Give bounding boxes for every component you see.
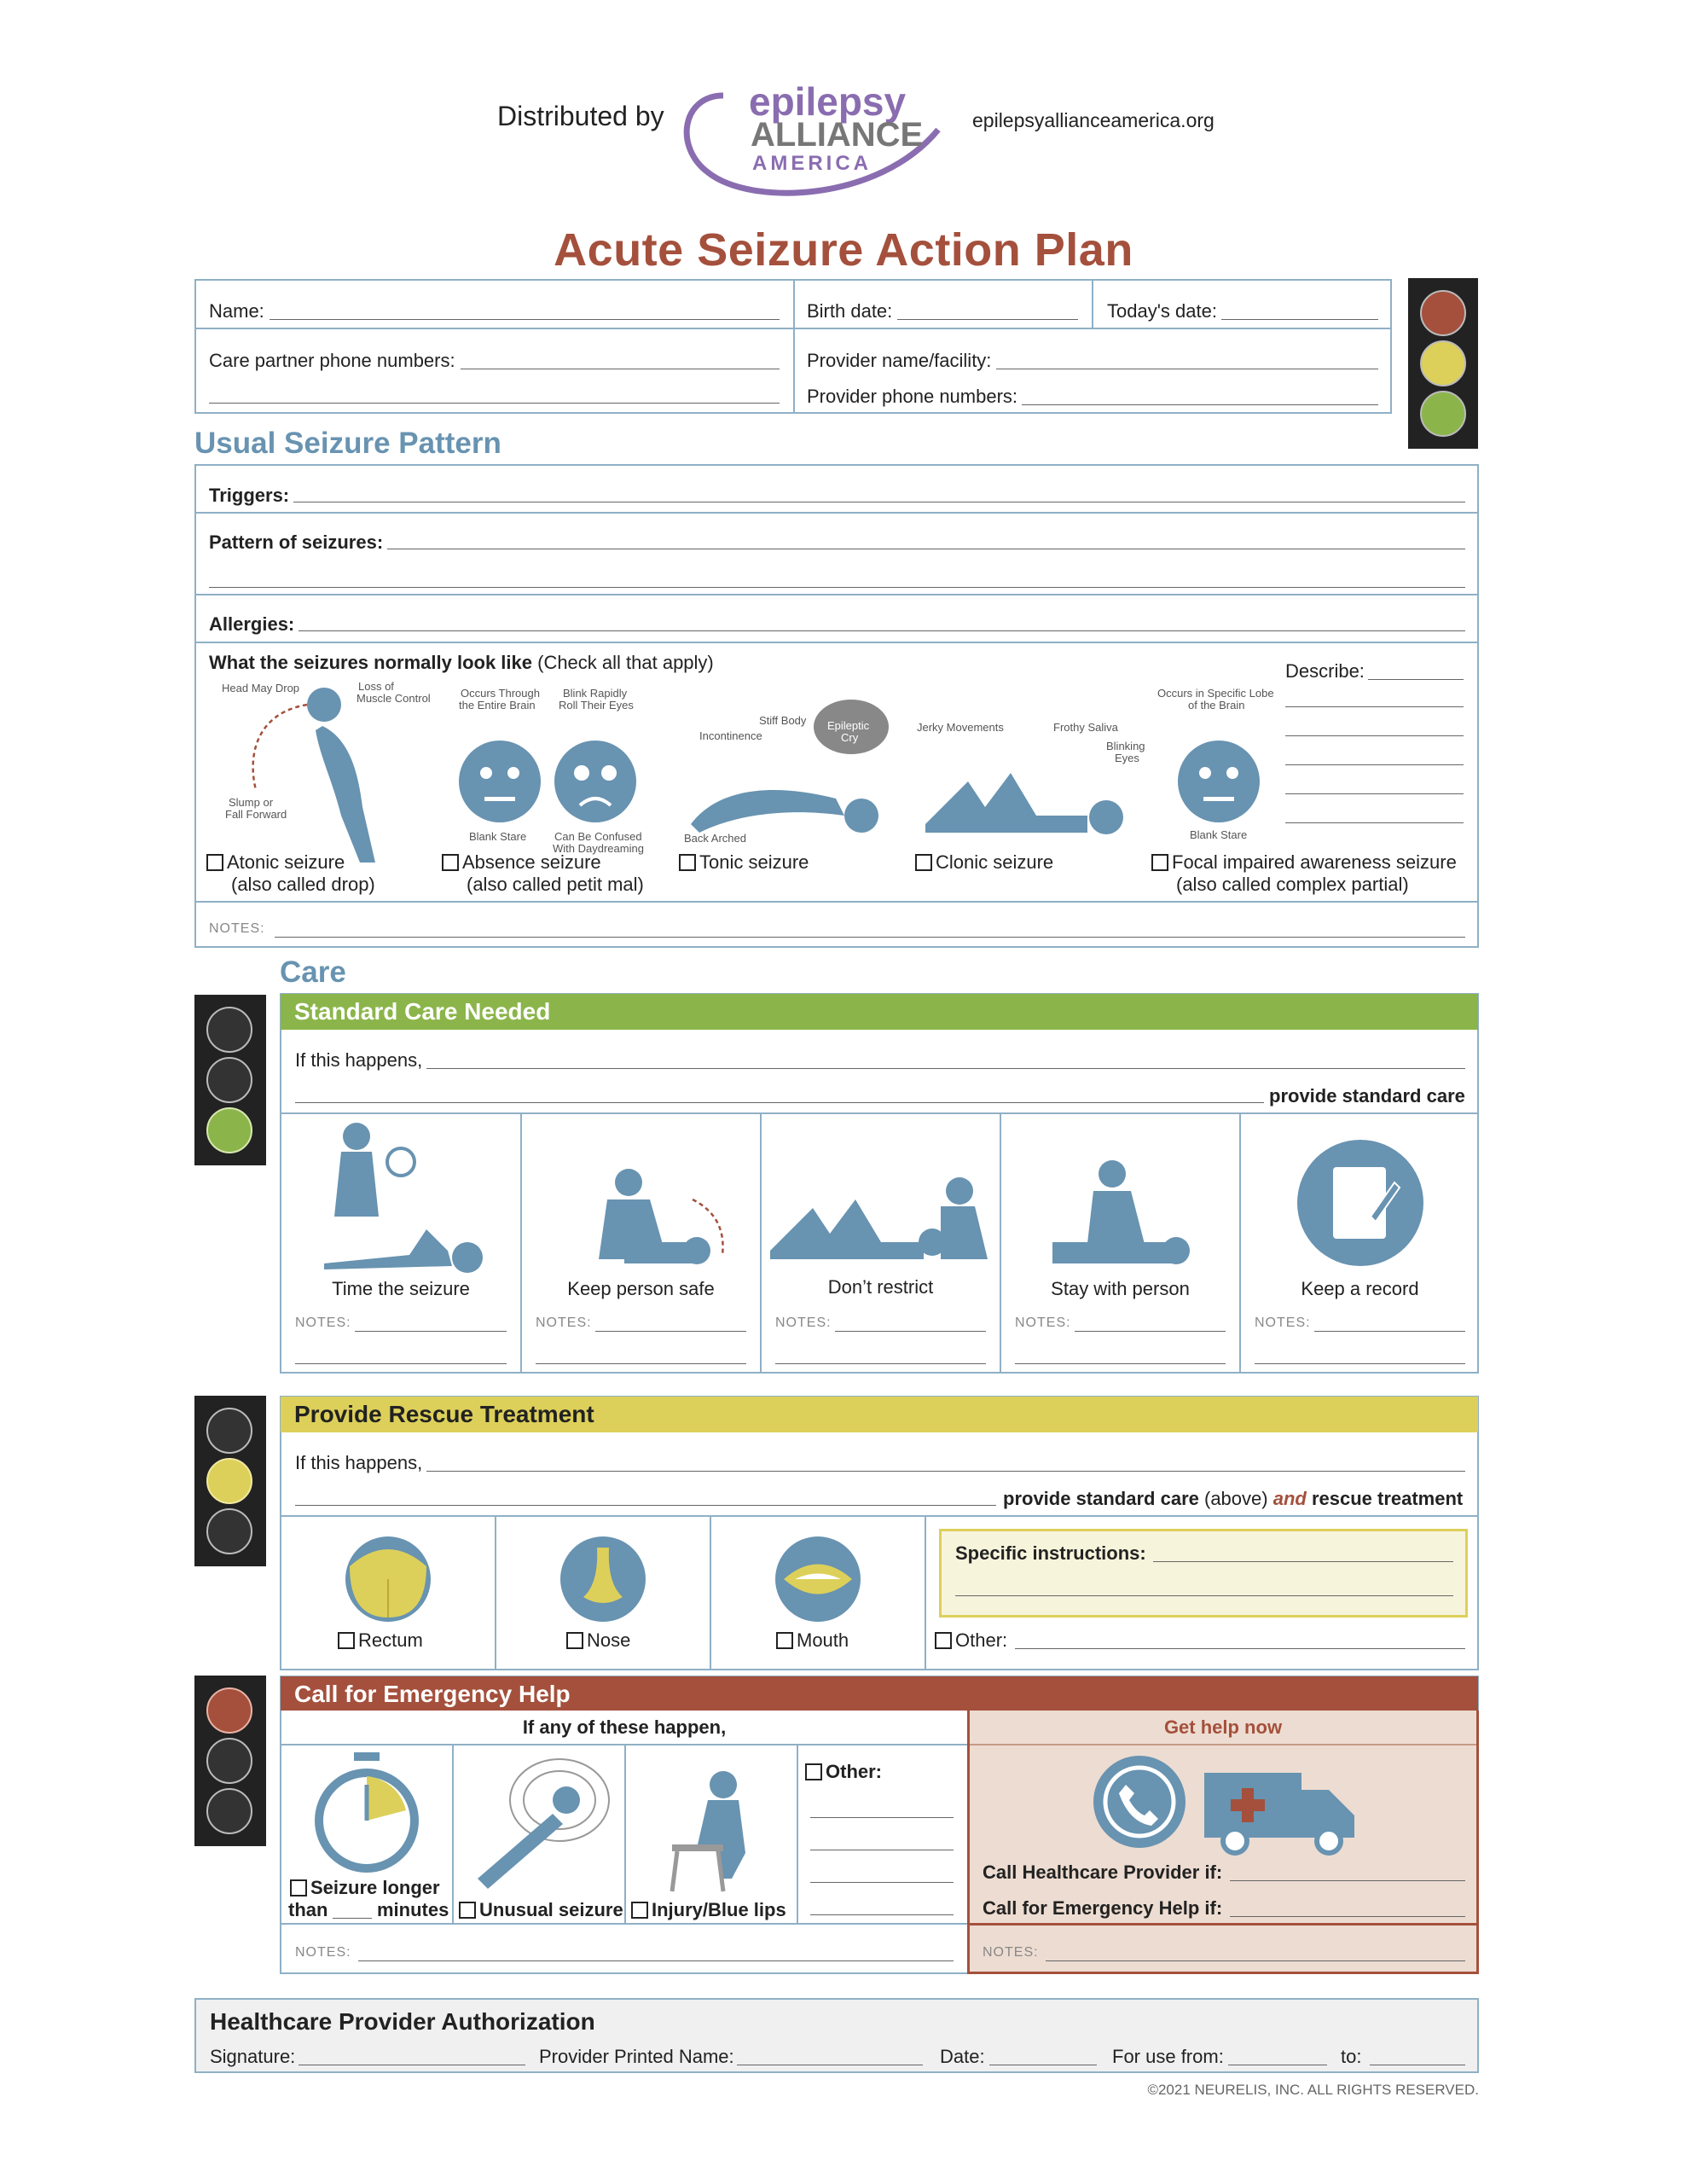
care-partner-field-2[interactable] (209, 403, 780, 404)
birth-date-label: Birth date: (807, 300, 893, 322)
emergency-other-field-4[interactable] (810, 1914, 954, 1915)
care-step-time: Time the seizure NOTES: (281, 1114, 520, 1372)
ambulance-icon (1201, 1764, 1363, 1858)
minutes-label: minutes (377, 1899, 449, 1920)
traffic-light-green (194, 995, 266, 1165)
rescue-if-field[interactable] (426, 1471, 1465, 1472)
seizure-longer-checkbox[interactable] (290, 1879, 307, 1896)
care-partner-label: Care partner phone numbers: (209, 350, 455, 371)
provider-phone-label: Provider phone numbers: (807, 386, 1018, 407)
stay-with-person-icon (1001, 1114, 1239, 1285)
rescue-route-rectum[interactable]: Rectum (338, 1629, 423, 1652)
emergency-other-checkbox[interactable] (805, 1763, 822, 1780)
atonic-figure: Head May Drop Loss of Muscle Control Slump or Fall Forward (213, 679, 426, 867)
emergency-other-field-3[interactable] (810, 1882, 954, 1883)
allergies-field[interactable] (299, 630, 1465, 631)
for-use-label: For use from: (1112, 2046, 1224, 2067)
than-label: than (288, 1899, 328, 1920)
help-notes-field[interactable] (1046, 1960, 1465, 1961)
care-step-record: Keep a record NOTES: (1241, 1114, 1479, 1372)
call-emergency-field[interactable] (1230, 1916, 1465, 1917)
specific-instructions-field-2[interactable] (955, 1595, 1453, 1596)
notebook-icon (1241, 1114, 1479, 1285)
unusual-seizure-icon (457, 1751, 619, 1896)
dont-restrict-icon (762, 1114, 1000, 1285)
unusual-seizure[interactable]: Unusual seizure (459, 1899, 623, 1921)
stopwatch-person-icon (281, 1114, 520, 1285)
specific-instructions-field[interactable] (1153, 1561, 1453, 1562)
logo-alliance: ALLIANCE (751, 116, 924, 154)
describe-label: Describe: (1285, 660, 1365, 682)
standard-care-header: Standard Care Needed (281, 994, 1478, 1030)
rescue-other-field[interactable] (1015, 1648, 1465, 1649)
injury-icon (629, 1751, 791, 1896)
rescue-route-nose[interactable]: Nose (566, 1629, 630, 1652)
help-notes-label: NOTES: (983, 1945, 1039, 1960)
rescue-provide-label: provide standard care (above) and rescue treatment (1003, 1488, 1464, 1509)
emergency-other[interactable]: Other: (805, 1761, 882, 1783)
get-help-label: Get help now (1163, 1716, 1283, 1738)
injury-checkbox[interactable] (631, 1902, 648, 1919)
absence-figure: Occurs Through the Entire Brain Blink Rapidly Roll Their Eyes Blank Stare Can Be Confused With Daydreaming (443, 688, 648, 858)
rescue-route-mouth[interactable]: Mouth (776, 1629, 849, 1652)
keep-safe-icon (522, 1114, 760, 1285)
call-provider-field[interactable] (1230, 1880, 1465, 1881)
if-happens-label: If this happens, (295, 1049, 423, 1071)
seizure-type-atonic-sub: (also called drop) (231, 874, 375, 895)
provider-phone-field[interactable] (1022, 404, 1378, 405)
to-label: to: (1341, 2046, 1362, 2067)
printed-name-label: Provider Printed Name: (539, 2046, 734, 2067)
traffic-light-red (194, 1676, 266, 1846)
focal-face-icon (1156, 688, 1292, 841)
logo-epilepsy: epilepsy (749, 79, 907, 124)
rectum-checkbox[interactable] (338, 1632, 355, 1649)
pattern-field-2[interactable] (209, 587, 1465, 588)
name-label: Name: (209, 300, 264, 322)
seizure-type-absence[interactable]: Absence seizure (442, 851, 601, 874)
phone-icon (1088, 1751, 1191, 1853)
authorization-heading: Healthcare Provider Authorization (210, 2008, 595, 2035)
seizure-type-tonic[interactable]: Tonic seizure (679, 851, 809, 874)
distributed-by-label: Distributed by (497, 101, 664, 131)
emergency-notes-label: NOTES: (295, 1945, 351, 1960)
pattern-label: Pattern of seizures: (209, 531, 384, 553)
describe-field[interactable] (1368, 679, 1464, 680)
clonic-figure: Jerky Movements Frothy Saliva Blinking Eyes (917, 722, 1147, 841)
injury-blue-lips[interactable]: Injury/Blue lips (631, 1899, 786, 1921)
emergency-header: Call for Emergency Help (281, 1676, 1478, 1711)
look-like-label: What the seizures normally look like (Check all that apply) (209, 652, 714, 673)
minutes-field[interactable] (333, 1918, 372, 1919)
name-field[interactable] (270, 319, 780, 320)
rectum-icon (341, 1532, 435, 1626)
usual-pattern-heading: Usual Seizure Pattern (194, 427, 501, 460)
seizure-type-clonic[interactable]: Clonic seizure (915, 851, 1053, 874)
emergency-other-field-1[interactable] (810, 1817, 954, 1818)
clonic-checkbox[interactable] (915, 854, 932, 871)
seizure-longer[interactable]: Seizure longer (290, 1877, 440, 1899)
website-link[interactable]: epilepsyallianceamerica.org (972, 109, 1215, 131)
call-emergency-label: Call for Emergency Help if: (983, 1897, 1223, 1919)
seizure-type-absence-sub: (also called petit mal) (467, 874, 644, 895)
clonic-person-icon (917, 722, 1147, 841)
logo (657, 78, 955, 206)
care-step-restrict: Don’t restrict NOTES: (762, 1114, 1000, 1372)
logo-america: AMERICA (752, 152, 872, 175)
copyright: ©2021 NEURELIS, INC. ALL RIGHTS RESERVED. (1147, 2082, 1479, 2098)
allergies-label: Allergies: (209, 613, 295, 635)
focal-figure: Occurs in Specific Lobe of the Brain Blank Stare (1156, 688, 1292, 841)
birth-date-field[interactable] (897, 319, 1078, 320)
date-label: Date: (940, 2046, 985, 2067)
rescue-other[interactable]: Other: (935, 1629, 1007, 1652)
provide-standard-label: provide standard care (1269, 1085, 1465, 1107)
if-happens-field-2[interactable] (295, 1102, 1264, 1103)
absence-checkbox[interactable] (442, 854, 459, 871)
rescue-if-field-2[interactable] (295, 1505, 996, 1506)
page-title: Acute Seizure Action Plan (554, 224, 1133, 276)
nose-checkbox[interactable] (566, 1632, 583, 1649)
provider-name-label: Provider name/facility: (807, 350, 992, 371)
mouth-checkbox[interactable] (776, 1632, 793, 1649)
specific-instructions-label: Specific instructions: (955, 1542, 1146, 1564)
todays-date-field[interactable] (1221, 319, 1378, 320)
unusual-seizure-checkbox[interactable] (459, 1902, 476, 1919)
signature-label: Signature: (210, 2046, 296, 2067)
care-step-stay: Stay with person NOTES: (1001, 1114, 1239, 1372)
call-provider-label: Call Healthcare Provider if: (983, 1862, 1223, 1883)
rescue-if-label: If this happens, (295, 1452, 423, 1473)
seizure-type-focal-sub: (also called complex partial) (1176, 874, 1409, 895)
tonic-checkbox[interactable] (679, 854, 696, 871)
care-heading: Care (280, 956, 346, 989)
triggers-label: Triggers: (209, 485, 290, 506)
atonic-person-icon (213, 679, 426, 867)
atonic-checkbox[interactable] (206, 854, 223, 871)
care-step-safe: Keep person safe NOTES: (522, 1114, 760, 1372)
rescue-header: Provide Rescue Treatment (281, 1397, 1478, 1432)
emergency-notes-field[interactable] (358, 1960, 954, 1961)
usual-notes-field[interactable] (275, 937, 1465, 938)
seizure-type-atonic[interactable]: Atonic seizure (206, 851, 345, 874)
rescue-other-checkbox[interactable] (935, 1632, 952, 1649)
usual-notes-label: NOTES: (209, 921, 265, 936)
traffic-light-yellow (194, 1396, 266, 1566)
tonic-figure: Stiff Body Incontinence Epileptic Cry Back Arched (682, 696, 896, 850)
seizure-type-focal[interactable]: Focal impaired awareness seizure (1151, 851, 1457, 874)
stopwatch-icon (307, 1751, 426, 1879)
if-happens-field[interactable] (426, 1068, 1465, 1069)
mouth-icon (771, 1532, 865, 1626)
nose-icon (556, 1532, 650, 1626)
traffic-light-top (1408, 278, 1478, 449)
todays-date-label: Today's date: (1107, 300, 1217, 322)
focal-checkbox[interactable] (1151, 854, 1168, 871)
if-any-label: If any of these happen, (522, 1716, 727, 1738)
